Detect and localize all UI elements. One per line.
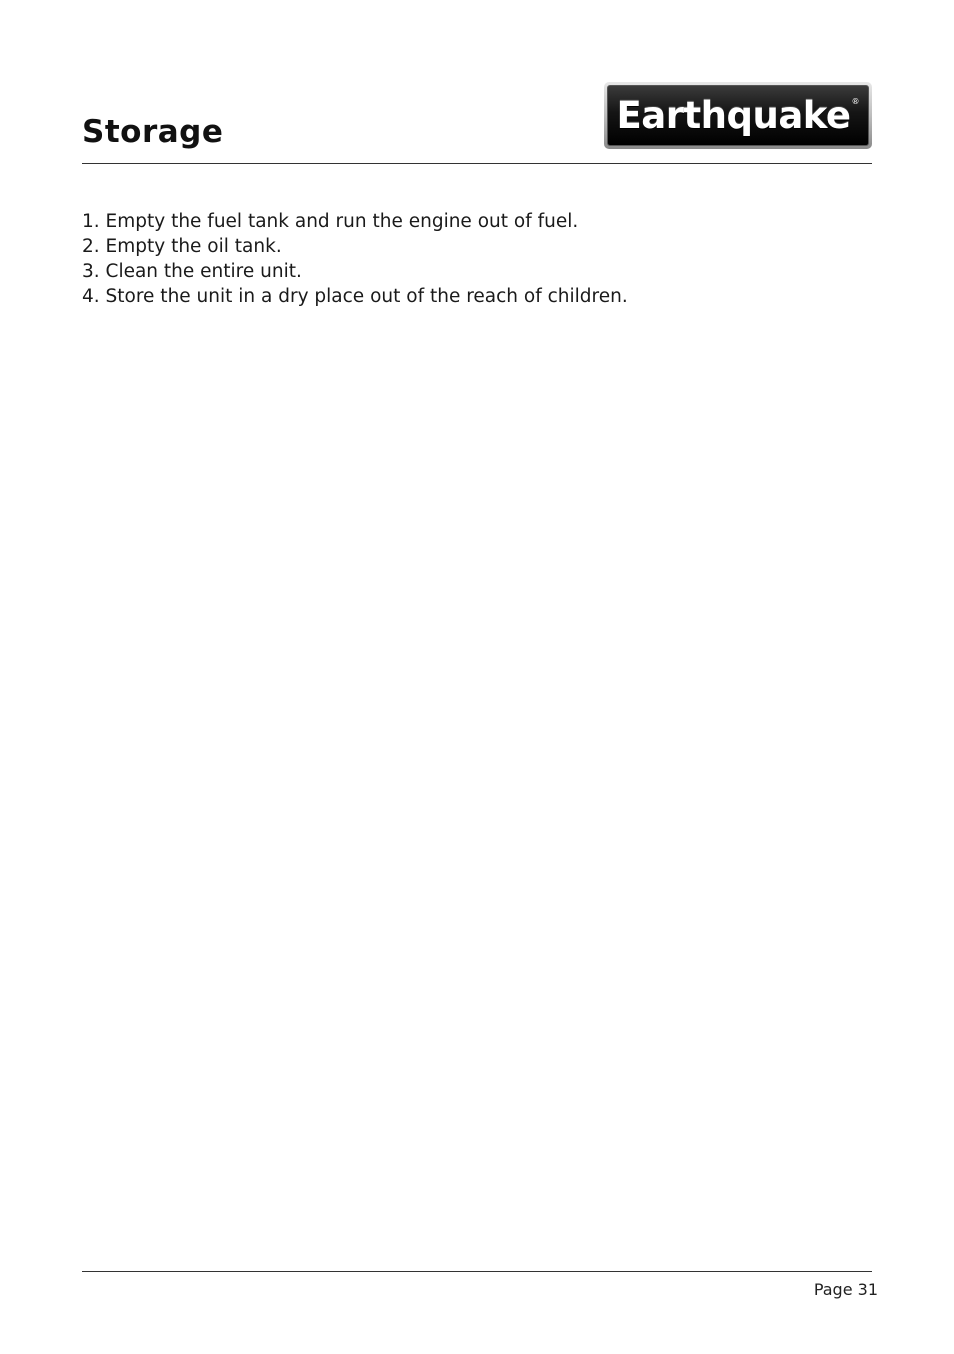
header-divider — [82, 163, 872, 164]
list-item: 1. Empty the fuel tank and run the engine out of fuel. — [82, 211, 579, 232]
list-item: 3. Clean the entire unit. — [82, 261, 302, 282]
earthquake-logo — [604, 82, 872, 149]
page-number: Page 31 — [813, 1280, 878, 1299]
storage-steps-list — [82, 209, 628, 309]
logo-badge — [607, 85, 869, 146]
registered-mark: ® — [851, 97, 860, 106]
page-title: Storage — [82, 114, 224, 150]
logo-text: Earthquake — [616, 94, 851, 137]
list-item: 2. Empty the oil tank. — [82, 236, 282, 257]
list-item: 4. Store the unit in a dry place out of the reach of children. — [82, 286, 628, 307]
footer-divider — [82, 1271, 872, 1272]
